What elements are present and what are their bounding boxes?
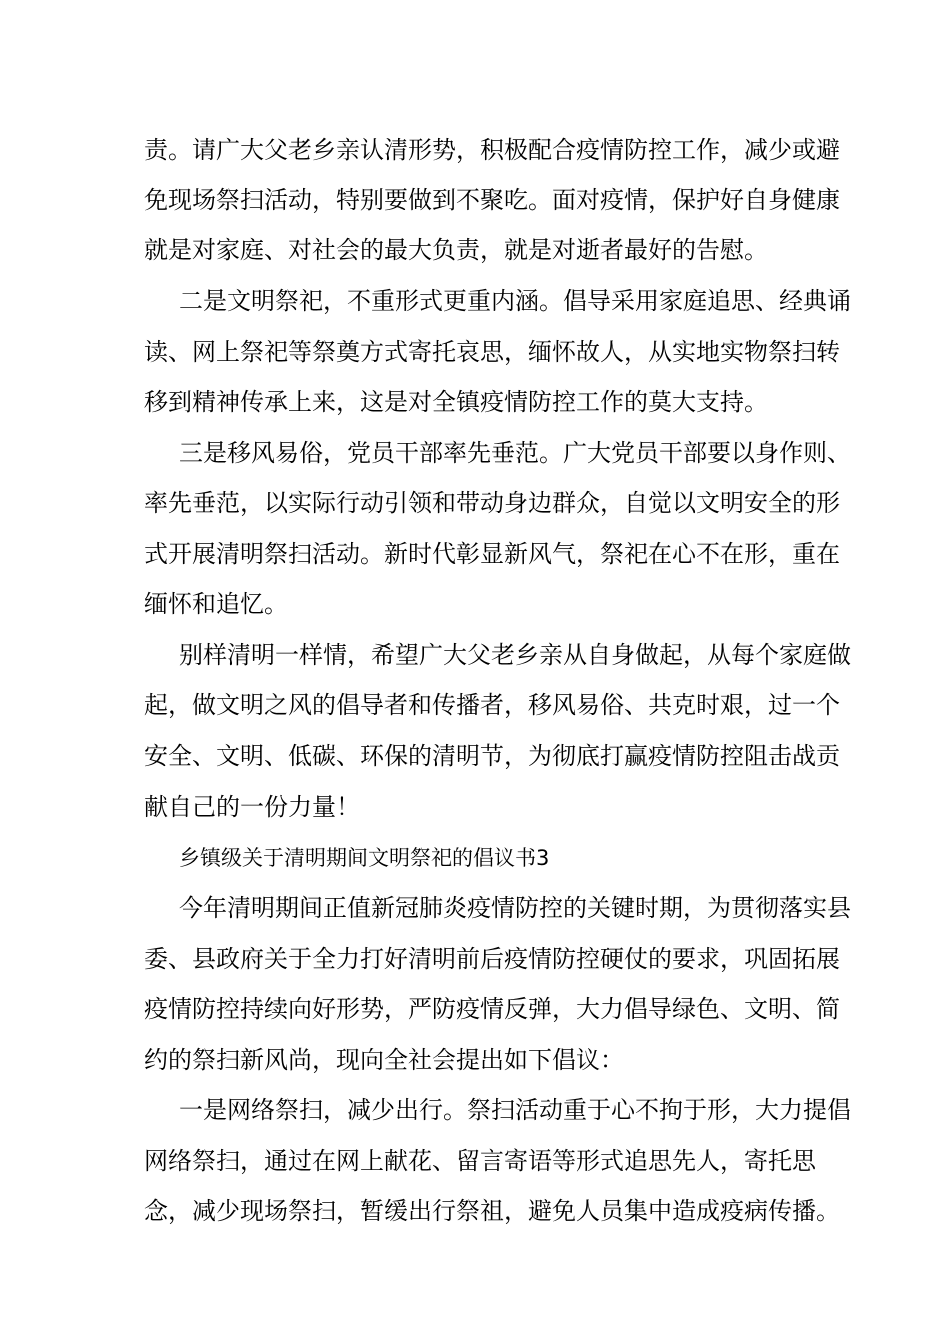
- paragraph-7-line-1: 一是网络祭扫，减少出行。祭扫活动重于心不拘于形，大力提倡: [179, 1096, 851, 1124]
- paragraph-1-line-2: 免现场祭扫活动，特别要做到不聚吃。面对疫情，保护好自身健康: [144, 186, 840, 214]
- paragraph-7-line-3: 念，减少现场祭扫，暂缓出行祭祖，避免人员集中造成疫病传播。: [144, 1197, 840, 1225]
- paragraph-3-line-2: 率先垂范，以实际行动引领和带动身边群众，自觉以文明安全的形: [144, 489, 840, 517]
- paragraph-4-line-3: 安全、文明、低碳、环保的清明节，为彻底打赢疫情防控阻击战贡: [144, 742, 840, 770]
- paragraph-6-line-3: 疫情防控持续向好形势，严防疫情反弹，大力倡导绿色、文明、简: [144, 995, 840, 1023]
- paragraph-1-line-1: 责。请广大父老乡亲认清形势，积极配合疫情防控工作，减少或避: [144, 136, 840, 164]
- paragraph-1-line-3: 就是对家庭、对社会的最大负责，就是对逝者最好的告慰。: [144, 236, 768, 264]
- paragraph-6-line-1: 今年清明期间正值新冠肺炎疫情防控的关键时期，为贯彻落实县: [179, 894, 851, 922]
- paragraph-2-line-1: 二是文明祭祀，不重形式更重内涵。倡导采用家庭追思、经典诵: [179, 287, 851, 315]
- paragraph-4-line-1: 别样清明一样情，希望广大父老乡亲从自身做起，从每个家庭做: [179, 641, 851, 669]
- paragraph-2-line-2: 读、网上祭祀等祭奠方式寄托哀思，缅怀故人，从实地实物祭扫转: [144, 338, 840, 366]
- paragraph-6-line-2: 委、县政府关于全力打好清明前后疫情防控硬仗的要求，巩固拓展: [144, 945, 840, 973]
- paragraph-2-line-3: 移到精神传承上来，这是对全镇疫情防控工作的莫大支持。: [144, 388, 768, 416]
- paragraph-3-line-3: 式开展清明祭扫活动。新时代彰显新风气，祭祀在心不在形，重在: [144, 540, 840, 568]
- paragraph-3-line-4: 缅怀和追忆。: [144, 590, 288, 618]
- paragraph-6-line-4: 约的祭扫新风尚，现向全社会提出如下倡议：: [144, 1046, 624, 1074]
- paragraph-4-line-4: 献自己的一份力量！: [144, 793, 360, 821]
- section-heading: 乡镇级关于清明期间文明祭祀的倡议书3: [179, 846, 550, 870]
- paragraph-7-line-2: 网络祭扫，通过在网上献花、留言寄语等形式追思先人，寄托思: [144, 1147, 816, 1175]
- paragraph-3-line-1: 三是移风易俗，党员干部率先垂范。广大党员干部要以身作则、: [179, 439, 851, 467]
- paragraph-4-line-2: 起，做文明之风的倡导者和传播者，移风易俗、共克时艰，过一个: [144, 691, 840, 719]
